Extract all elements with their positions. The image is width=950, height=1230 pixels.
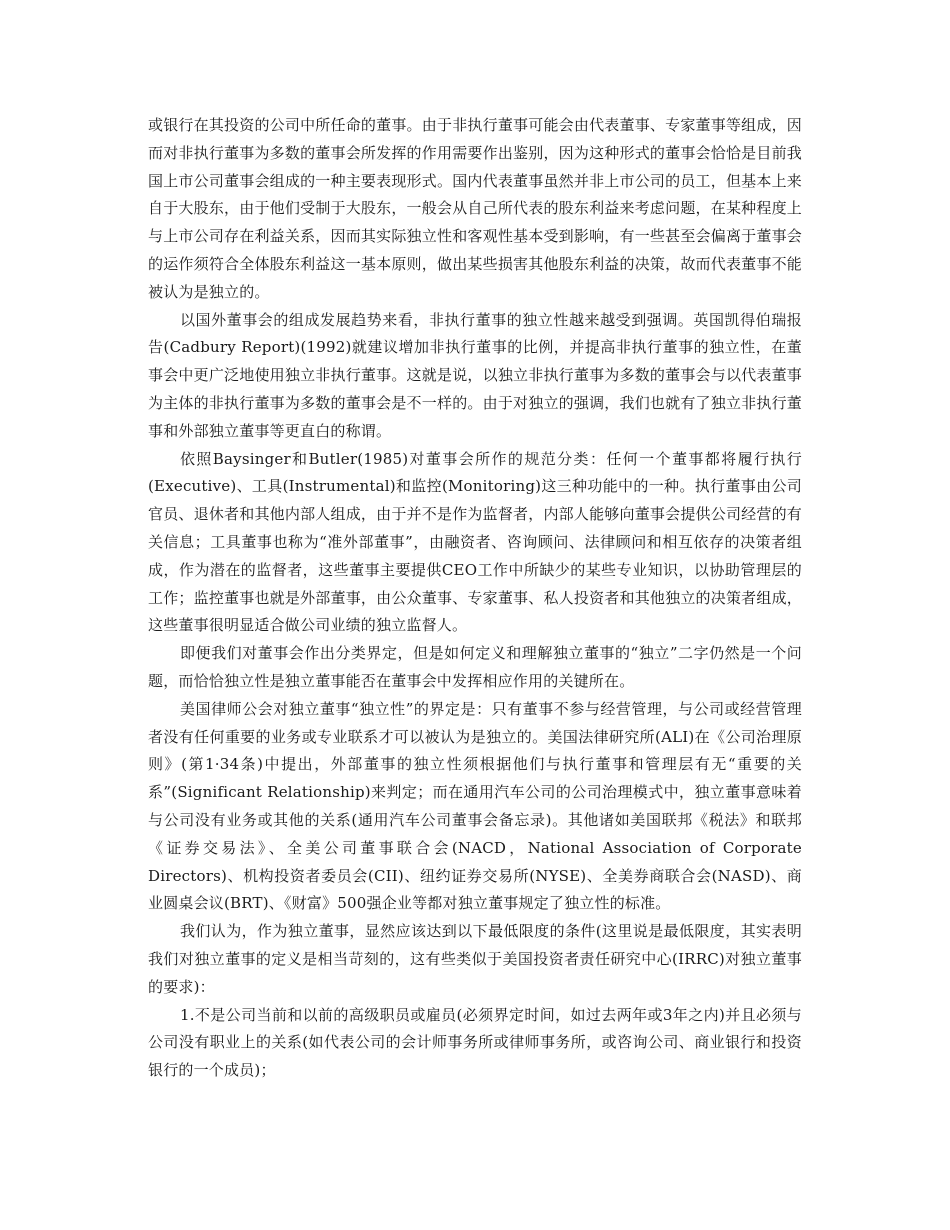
paragraph-cadbury-report: 以国外董事会的组成发展趋势来看，非执行董事的独立性越来越受到强调。英国凯得伯瑞报告(Cadbury Report)(1992)就建议增加非执行董事的比例，并提高非执行董事的独立性，在董事会中更广泛地使用独立非执行董事。这就是说，以独立非执行董事为多数的董事会与以代表董事为主体的非执行董事为多数的董事会是不一样的。由于对独立的强调，我们也就有了独立非执行董事和外部独立董事等更直白的称谓。 <box>148 310 802 440</box>
document-body <box>148 112 802 1085</box>
paragraph-independence-question: 即便我们对董事会作出分类界定，但是如何定义和理解独立董事的“独立”二字仍然是一个问题，而恰恰独立性是独立董事能否在董事会中发挥相应作用的关键所在。 <box>148 644 802 690</box>
paragraph-baysinger-butler: 依照Baysinger和Butler(1985)对董事会所作的规范分类：任何一个董事都将履行执行(Executive)、工具(Instrumental)和监控(Monitoring)这三种功能中的一种。执行董事由公司官员、退休者和其他内部人组成，由于并不是作为监督者，内部人能够向董事会提供公司经营的有关信息；工具董事也称为“准外部董事”，由融资者、咨询顾问、法律顾问和相互依存的决策者组成，作为潜在的监督者，这些董事主要提供CEO工作中所缺少的某些专业知识，以协助管理层的工作；监控董事也就是外部董事，由公众董事、专家董事、私人投资者和其他独立的决策者组成，这些董事很明显适合做公司业绩的独立监督人。 <box>148 449 802 635</box>
paragraph-condition-1: 1.不是公司当前和以前的高级职员或雇员(必须界定时间，如过去两年或3年之内)并且必须与公司没有职业上的关系(如代表公司的会计师事务所或律师事务所，或咨询公司、商业银行和投资银行的一个成员)； <box>148 1005 802 1080</box>
paragraph-non-executive-directors: 或银行在其投资的公司中所任命的董事。由于非执行董事可能会由代表董事、专家董事等组成，因而对非执行董事为多数的董事会所发挥的作用需要作出鉴别，因为这种形式的董事会恰恰是目前我国上市公司董事会组成的一种主要表现形式。国内代表董事虽然并非上市公司的员工，但基本上来自于大股东，由于他们受制于大股东，一般会从自己所代表的股东利益来考虑问题，在某种程度上与上市公司存在利益关系，因而其实际独立性和客观性基本受到影响，有一些甚至会偏离于董事会的运作须符合全体股东利益这一基本原则，做出某些损害其他股东利益的决策，故而代表董事不能被认为是独立的。 <box>148 116 802 301</box>
paragraph-us-definitions: 美国律师公会对独立董事“独立性”的界定是：只有董事不参与经营管理，与公司或经营管理者没有任何重要的业务或专业联系才可以被认为是独立的。美国法律研究所(ALI)在《公司治理原则》(第1·34条)中提出，外部董事的独立性须根据他们与执行董事和管理层有无“重要的关系”(Significant Relationship)来判定；而在通用汽车公司的公司治理模式中，独立董事意味着与公司没有业务或其他的关系(通用汽车公司董事会备忘录)。其他诸如美国联邦《税法》和联邦《证券交易法》、全美公司董事联合会(NACD，National Association of Corporate Directors)、机构投资者委员会(CII)、纽约证券交易所(NYSE)、全美券商联合会(NASD)、商业圆桌会议(BRT)、《财富》500强企业等都对独立董事规定了独立性的标准。 <box>148 699 802 913</box>
paragraph-minimum-conditions: 我们认为，作为独立董事，显然应该达到以下最低限度的条件(这里说是最低限度，其实表明我们对独立董事的定义是相当苛刻的，这有些类似于美国投资者责任研究中心(IRRC)对独立董事的要求)： <box>148 922 802 996</box>
